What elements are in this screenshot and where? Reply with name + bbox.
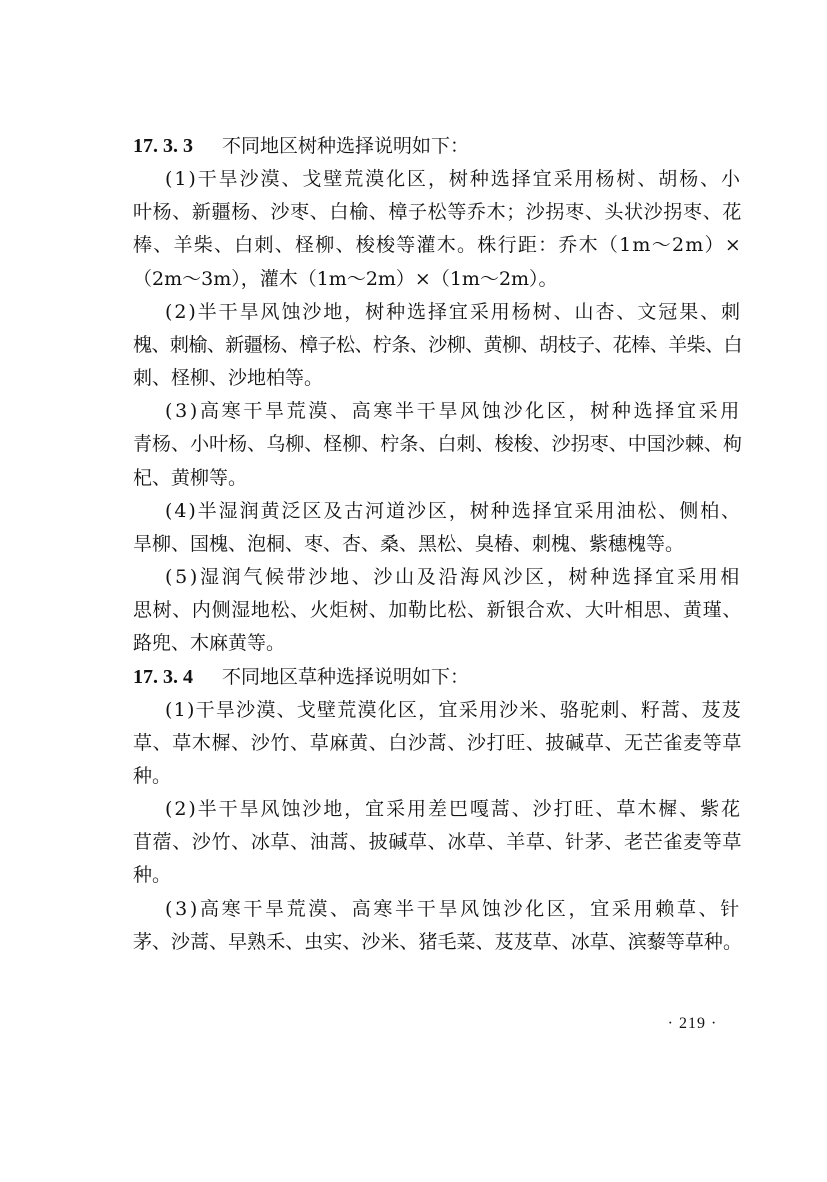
paragraph-line: (1)干旱沙漠、戈壁荒漠化区，宜采用沙米、骆驼刺、籽蒿、芨芨 (165, 698, 742, 721)
paragraph-line: 青杨、小叶杨、乌柳、柽柳、柠条、白刺、梭梭、沙拐枣、中国沙棘、枸 (133, 433, 742, 456)
paragraph-line: 旱柳、国槐、泡桐、枣、杏、桑、黑松、臭椿、刺槐、紫穗槐等。 (133, 532, 685, 555)
paragraph-line: 棒、羊柴、白刺、柽柳、梭梭等灌木。株行距：乔木（1m～2m）× (133, 234, 742, 257)
paragraph-line: 刺、柽柳、沙地柏等。 (133, 367, 324, 390)
paragraph-line: (4)半湿润黄泛区及古河道沙区，树种选择宜采用油松、侧柏、 (165, 499, 742, 522)
section-title: 不同地区草种选择说明如下： (222, 665, 470, 688)
paragraph-line: 种。 (133, 864, 172, 887)
section-heading (133, 130, 742, 163)
paragraph-line: 叶杨、新疆杨、沙枣、白榆、樟子松等乔木；沙拐枣、头状沙拐枣、花 (133, 201, 742, 224)
paragraph-line: 路兜、木麻黄等。 (133, 632, 286, 655)
paragraph-line: (2)半干旱风蚀沙地，树种选择宜采用杨树、山杏、文冠果、刺 (165, 300, 742, 323)
paragraph-line: 槐、刺榆、新疆杨、樟子松、柠条、沙柳、黄柳、胡枝子、花棒、羊柴、白 (133, 333, 742, 356)
section-number: 17. 3. 4 (133, 665, 193, 688)
document-body (133, 130, 742, 959)
section-title: 不同地区树种选择说明如下： (222, 135, 470, 157)
paragraph-line: (3)高寒干旱荒漠、高寒半干旱风蚀沙化区，树种选择宜采用 (165, 400, 742, 423)
paragraph-line: (1)干旱沙漠、戈壁荒漠化区，树种选择宜采用杨树、胡杨、小 (165, 168, 742, 191)
section-heading (133, 661, 742, 694)
section-number: 17. 3. 3 (133, 135, 193, 157)
paragraph-line: 思树、内侧湿地松、火炬树、加勒比松、新银合欢、大叶相思、黄瑾、 (133, 599, 742, 622)
paragraph-line: (3)高寒干旱荒漠、高寒半干旱风蚀沙化区，宜采用赖草、针 (165, 897, 742, 920)
paragraph-line: (2)半干旱风蚀沙地，宜采用差巴嘎蒿、沙打旺、草木樨、紫花 (165, 798, 742, 821)
page-number: · 219 · (667, 1015, 718, 1032)
paragraph-line: (5)湿润气候带沙地、沙山及沿海风沙区，树种选择宜采用相 (165, 566, 742, 589)
paragraph-line: 种。 (133, 764, 172, 787)
paragraph-line: （2m～3m），灌木（1m～2m）×（1m～2m）。 (133, 267, 558, 290)
paragraph-line: 草、草木樨、沙竹、草麻黄、白沙蒿、沙打旺、披碱草、无芒雀麦等草 (133, 731, 742, 754)
paragraph-line: 杞、黄柳等。 (133, 466, 248, 489)
paragraph-line: 茅、沙蒿、早熟禾、虫实、沙米、猪毛菜、芨芨草、冰草、滨藜等草种。 (133, 930, 742, 953)
paragraph-line: 苜蓿、沙竹、冰草、油蒿、披碱草、冰草、羊草、针茅、老芒雀麦等草 (133, 831, 742, 854)
